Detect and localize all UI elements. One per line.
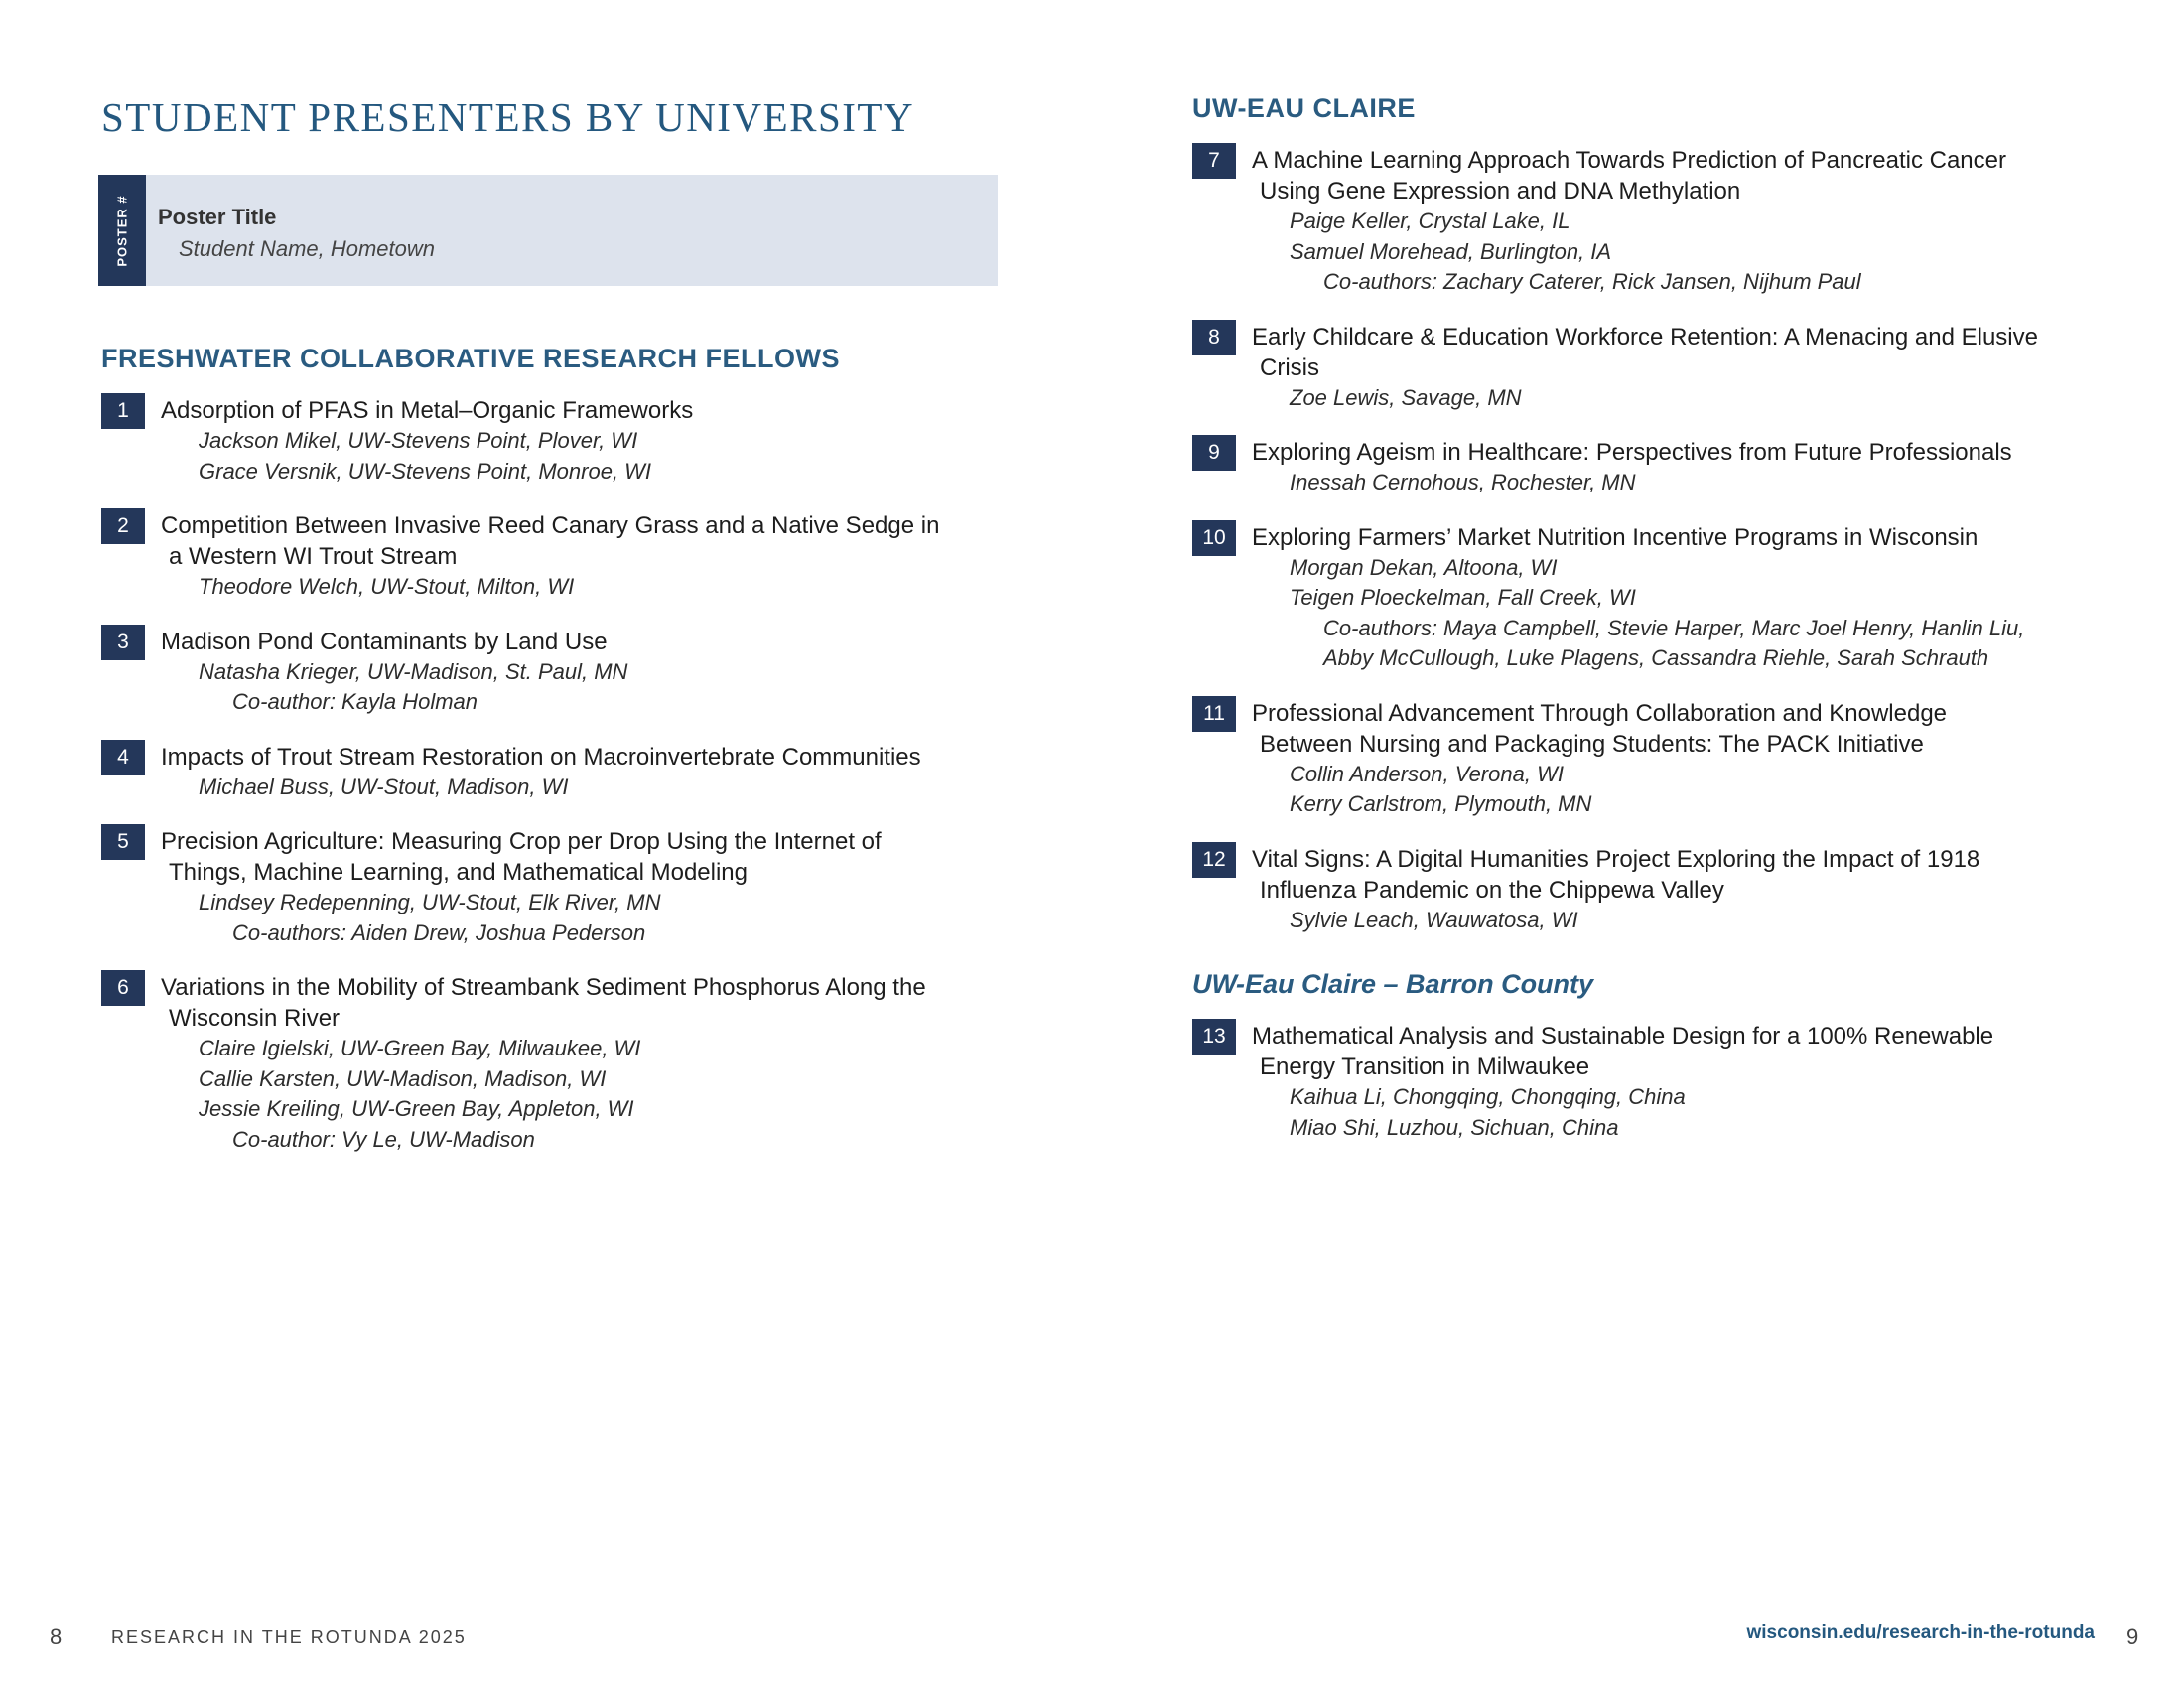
poster-title-line: Vital Signs: A Digital Humanities Project Exploring the Impact of 1918 <box>1252 845 1980 873</box>
poster-title-line: Exploring Ageism in Healthcare: Perspectives from Future Professionals <box>1252 439 2012 466</box>
poster-title <box>1252 435 2106 468</box>
poster-entry <box>101 508 1005 603</box>
poster-title-line: Exploring Farmers’ Market Nutrition Incentive Programs in Wisconsin <box>1252 523 1979 551</box>
poster-title-line: Precision Agriculture: Measuring Crop per Drop Using the Internet of <box>161 828 882 855</box>
poster-entry <box>101 393 1005 487</box>
student-name: Natasha Krieger, UW-Madison, St. Paul, MN <box>199 658 628 684</box>
poster-entry <box>1192 143 2106 298</box>
section-heading-freshwater: FRESHWATER COLLABORATIVE RESEARCH FELLOWS <box>101 344 840 373</box>
poster-title <box>1252 696 2106 760</box>
poster-title <box>1252 143 2106 207</box>
student-name: Sylvie Leach, Wauwatosa, WI <box>1290 907 1578 932</box>
legend-title: Poster Title <box>158 205 277 229</box>
student-name: Zoe Lewis, Savage, MN <box>1290 384 1522 410</box>
poster-number-badge: 3 <box>101 625 145 660</box>
entry-list-eau-claire <box>1192 143 2106 935</box>
entry-list-barron-county <box>1192 1019 2106 1143</box>
poster-number-badge: 11 <box>1192 696 1236 732</box>
poster-title-line: Crisis <box>1260 353 1319 381</box>
student-name: Teigen Ploeckelman, Fall Creek, WI <box>1290 585 1636 610</box>
coauthors: Co-author: Vy Le, UW-Madison <box>232 1126 535 1152</box>
poster-entry <box>1192 1019 2106 1143</box>
student-name: Paige Keller, Crystal Lake, IL <box>1290 209 1570 233</box>
poster-title-line: Between Nursing and Packaging Students: The PACK Initiative <box>1260 730 1924 758</box>
poster-title-line: A Machine Learning Approach Towards Prediction of Pancreatic Cancer <box>1252 147 2006 174</box>
coauthors: Co-authors: Zachary Caterer, Rick Jansen, Nijhum Paul <box>1323 269 1861 294</box>
poster-number-badge: 5 <box>101 824 145 860</box>
student-name: Kerry Carlstrom, Plymouth, MN <box>1290 791 1592 816</box>
student-name: Lindsey Redepenning, UW-Stout, Elk River, MN <box>199 890 661 914</box>
poster-title <box>1252 320 2106 383</box>
poster-title-line: Early Childcare & Education Workforce Retention: A Menacing and Elusive <box>1252 323 2038 351</box>
poster-entry <box>1192 435 2106 498</box>
student-name: Jackson Mikel, UW-Stevens Point, Plover, WI <box>199 428 638 453</box>
legend-subtitle: Student Name, Hometown <box>179 236 436 261</box>
poster-title-line: Using Gene Expression and DNA Methylation <box>1260 178 1741 205</box>
page-number-right: 9 <box>2126 1624 2139 1649</box>
section-heading-barron-county: UW-Eau Claire – Barron County <box>1192 969 1594 999</box>
student-name: Samuel Morehead, Burlington, IA <box>1290 238 1612 264</box>
right-column <box>1192 93 2106 1165</box>
student-name: Miao Shi, Luzhou, Sichuan, China <box>1290 1114 1619 1140</box>
poster-entry <box>101 824 1005 948</box>
poster-number-badge: 6 <box>101 970 145 1006</box>
student-name: Collin Anderson, Verona, WI <box>1290 761 1564 786</box>
poster-title-line: Adsorption of PFAS in Metal–Organic Frameworks <box>161 397 694 424</box>
poster-entry <box>1192 320 2106 414</box>
student-name: Michael Buss, UW-Stout, Madison, WI <box>199 774 569 799</box>
left-column <box>101 344 1005 1177</box>
student-name: Jessie Kreiling, UW-Green Bay, Appleton, WI <box>199 1096 634 1121</box>
poster-title <box>161 970 1005 1034</box>
poster-number-badge: 10 <box>1192 520 1236 556</box>
student-name: Grace Versnik, UW-Stevens Point, Monroe, WI <box>199 458 652 484</box>
publication-name: RESEARCH IN THE ROTUNDA 2025 <box>111 1627 467 1647</box>
poster-title-line: Energy Transition in Milwaukee <box>1260 1054 1590 1080</box>
poster-title-line: Things, Machine Learning, and Mathematical Modeling <box>169 859 748 886</box>
poster-title-line: a Western WI Trout Stream <box>169 543 458 570</box>
poster-title-line: Mathematical Analysis and Sustainable Design for a 100% Renewable <box>1252 1023 1994 1050</box>
poster-number-badge: 2 <box>101 508 145 544</box>
poster-number-badge: 7 <box>1192 143 1236 179</box>
poster-title-line: Influenza Pandemic on the Chippewa Valley <box>1260 876 1724 904</box>
page-title: STUDENT PRESENTERS BY UNIVERSITY <box>101 94 915 140</box>
poster-title <box>161 625 1005 657</box>
student-name: Claire Igielski, UW-Green Bay, Milwaukee, WI <box>199 1036 641 1060</box>
poster-number-badge: 13 <box>1192 1019 1236 1055</box>
poster-title-line: Wisconsin River <box>169 1005 341 1032</box>
poster-title-line: Competition Between Invasive Reed Canary Grass and a Native Sedge in <box>161 512 940 539</box>
poster-title <box>161 824 1005 888</box>
poster-number-tag-label: POSTER # <box>114 194 130 267</box>
student-name: Callie Karsten, UW-Madison, Madison, WI <box>199 1065 607 1091</box>
poster-number-tag <box>98 175 146 286</box>
website-link[interactable]: wisconsin.edu/research-in-the-rotunda <box>1746 1622 2095 1643</box>
student-name: Inessah Cernohous, Rochester, MN <box>1290 470 1636 494</box>
page-number-left: 8 <box>50 1624 63 1649</box>
poster-entry <box>101 625 1005 718</box>
poster-title-line: Professional Advancement Through Collaboration and Knowledge <box>1252 699 1948 727</box>
poster-number-badge: 8 <box>1192 320 1236 355</box>
section-heading-eau-claire: UW-EAU CLAIRE <box>1192 93 1416 123</box>
student-name: Morgan Dekan, Altoona, WI <box>1290 554 1558 580</box>
poster-entry <box>1192 696 2106 820</box>
poster-number-badge: 1 <box>101 393 145 429</box>
poster-title-line: Madison Pond Contaminants by Land Use <box>161 628 608 655</box>
poster-entry <box>101 740 1005 803</box>
poster-entry <box>101 970 1005 1155</box>
poster-title <box>161 740 1005 773</box>
coauthors: Co-author: Kayla Holman <box>232 689 478 714</box>
poster-title <box>161 508 1005 572</box>
poster-number-badge: 4 <box>101 740 145 775</box>
poster-number-badge: 9 <box>1192 435 1236 471</box>
poster-title <box>161 393 1005 426</box>
coauthors: Co-authors: Maya Campbell, Stevie Harper, Marc Joel Henry, Hanlin Liu, <box>1323 615 2025 640</box>
poster-title-line: Impacts of Trout Stream Restoration on Macroinvertebrate Communities <box>161 743 921 771</box>
student-name: Kaihua Li, Chongqing, Chongqing, China <box>1290 1084 1686 1109</box>
student-name: Theodore Welch, UW-Stout, Milton, WI <box>199 574 575 599</box>
poster-title-line: Variations in the Mobility of Streambank Sediment Phosphorus Along the <box>161 974 926 1001</box>
legend-box <box>98 175 998 286</box>
entry-list-freshwater <box>101 393 1005 1155</box>
poster-title <box>1252 520 2106 553</box>
coauthors: Abby McCullough, Luke Plagens, Cassandra Riehle, Sarah Schrauth <box>1323 645 1989 670</box>
poster-entry <box>1192 842 2106 936</box>
poster-title <box>1252 842 2106 906</box>
poster-title <box>1252 1019 2106 1082</box>
poster-entry <box>1192 520 2106 674</box>
poster-number-badge: 12 <box>1192 842 1236 878</box>
coauthors: Co-authors: Aiden Drew, Joshua Pederson <box>232 919 646 945</box>
